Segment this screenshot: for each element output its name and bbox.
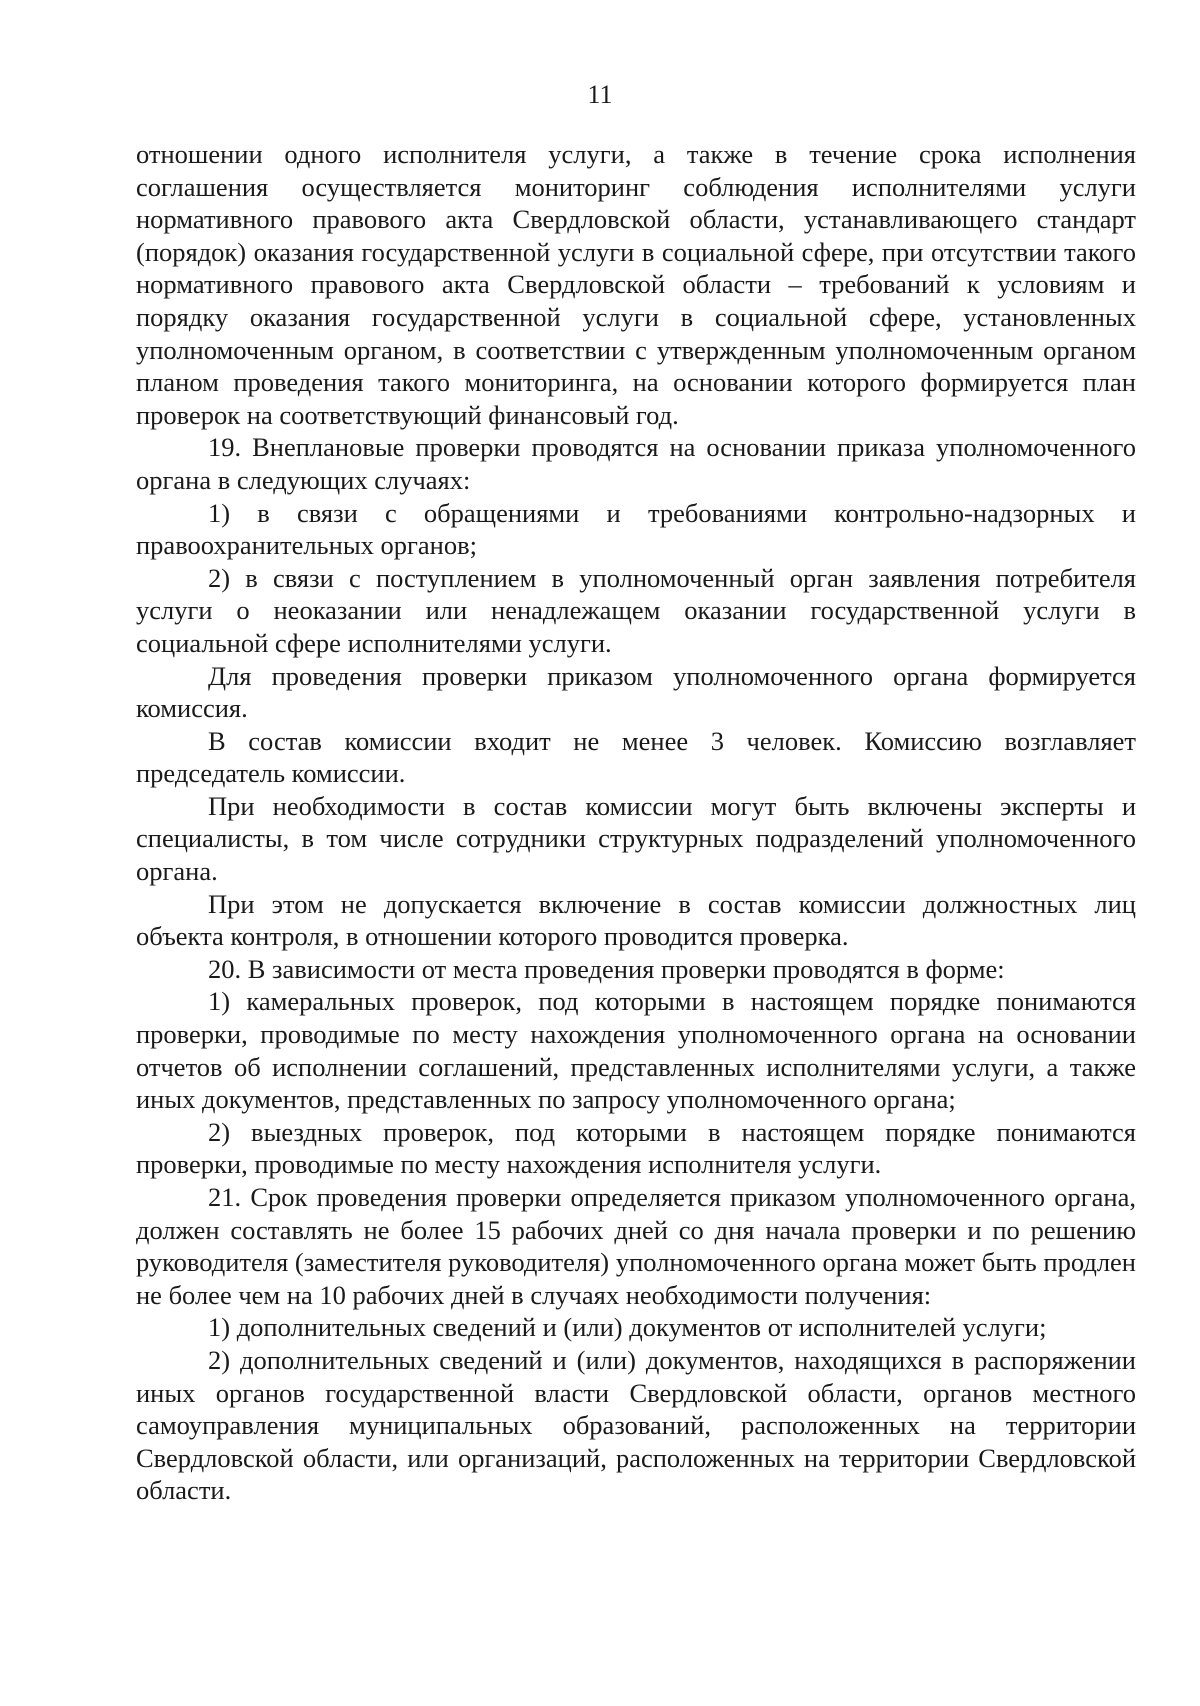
paragraph-item-19-1: 1) в связи с обращениями и требованиями контрольно-надзорных и правоохранительных органов; (136, 497, 1136, 561)
paragraph-commission-experts: При необходимости в состав комиссии могут быть включены эксперты и специалисты, в том числе сотрудники структурных подразделений уполномоченного органа. (136, 790, 1136, 887)
paragraph-item-19-2: 2) в связи с поступлением в уполномоченный орган заявления потребителя услуги о неоказании или ненадлежащем оказании государственной услуги в социальной сфере исполнителями услуги. (136, 562, 1136, 658)
paragraph-continuation: отношении одного исполнителя услуги, а также в течение срока исполнения соглашения осуществляется мониторинг соблюдения исполнителями услуги нормативного правового акта Свердловской области, устанавливающего стандарт (порядок) оказания государственной услуги в социальной сфере, при отсутствии такого нормативного правового акта Свердловской области – требований к условиям и порядку оказания государственной услуги в социальной сфере, установленных уполномоченным органом, в соответствии с утвержденным уполномоченным органом планом проведения такого мониторинга, на основании которого формируется план проверок на соответствующий финансовый год. (136, 139, 1136, 430)
paragraph-item-19: 19. Внеплановые проверки проводятся на основании приказа уполномоченного органа в следующих случаях: (136, 432, 1136, 495)
page-number: 11 (587, 80, 613, 109)
paragraph-item-20-1: 1) камеральных проверок, под которыми в настоящем порядке понимаются проверки, проводимые по месту нахождения уполномоченного органа на основании отчетов об исполнении соглашений, представленных исполнителями услуги, а также иных документов, представленных по запросу уполномоченного органа; (136, 986, 1136, 1115)
document-body (136, 138, 1136, 1507)
paragraph-item-20-2: 2) выездных проверок, под которыми в настоящем порядке понимаются проверки, проводимые по месту нахождения исполнителя услуги. (136, 1116, 1136, 1180)
paragraph-item-21-1: 1) дополнительных сведений и (или) документов от исполнителей услуги; (208, 1312, 1047, 1343)
paragraph-item-21-2: 2) дополнительных сведений и (или) документов, находящихся в распоряжении иных органов государственной власти Свердловской области, органов местного самоуправления муниципальных образований, расположенных на территории Свердловской области, или организаций, расположенных на территории Свердловской области. (136, 1344, 1136, 1506)
paragraph-item-21: 21. Срок проведения проверки определяется приказом уполномоченного органа, должен составлять не более 15 рабочих дней со дня начала проверки и по решению руководителя (заместителя руководителя) уполномоченного органа может быть продлен не более чем на 10 рабочих дней в случаях необходимости получения: (136, 1182, 1136, 1310)
paragraph-commission-formation: Для проведения проверки приказом уполномоченного органа формируется комиссия. (136, 660, 1136, 724)
paragraph-commission-exclusion: При этом не допускается включение в состав комиссии должностных лиц объекта контроля, в отношении которого проводится проверка. (136, 888, 1136, 952)
paragraph-item-20: 20. В зависимости от места проведения проверки проводятся в форме: (208, 953, 1005, 984)
paragraph-commission-composition: В состав комиссии входит не менее 3 человек. Комиссию возглавляет председатель комиссии. (136, 725, 1136, 789)
